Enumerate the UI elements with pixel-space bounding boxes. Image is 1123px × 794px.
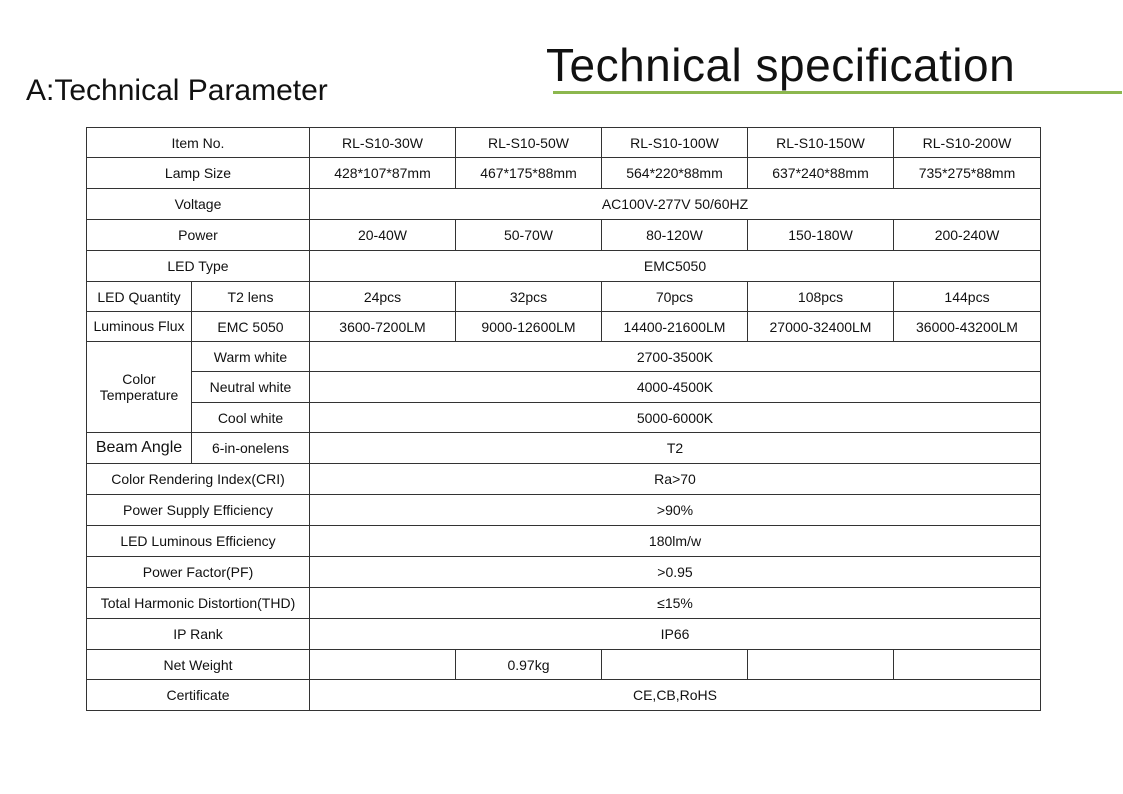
- cri-label: Color Rendering Index(CRI): [87, 464, 310, 495]
- power-factor-value: >0.95: [310, 557, 1041, 588]
- table-row-power: [87, 220, 1041, 251]
- voltage-value: AC100V-277V 50/60HZ: [310, 189, 1041, 220]
- power-factor-label: Power Factor(PF): [87, 557, 310, 588]
- neutral-white-value: 4000-4500K: [310, 372, 1041, 403]
- led-quantity-cell: 70pcs: [602, 282, 748, 312]
- luminous-flux-cell: 3600-7200LM: [310, 312, 456, 342]
- table-row-led-type: [87, 251, 1041, 282]
- thd-label: Total Harmonic Distortion(THD): [87, 588, 310, 619]
- power-supply-efficiency-value: >90%: [310, 495, 1041, 526]
- neutral-white-label: Neutral white: [192, 372, 310, 403]
- power-cell: 20-40W: [310, 220, 456, 251]
- table-row-neutral-white: [87, 372, 1041, 403]
- power-supply-efficiency-label: Power Supply Efficiency: [87, 495, 310, 526]
- table-row-luminous-flux: [87, 312, 1041, 342]
- luminous-flux-cell: 36000-43200LM: [894, 312, 1041, 342]
- net-weight-cell: [602, 650, 748, 680]
- title-underline: [553, 91, 1122, 94]
- thd-value: ≤15%: [310, 588, 1041, 619]
- color-temperature-label: [87, 342, 192, 433]
- model-cell: RL-S10-50W: [456, 128, 602, 158]
- luminous-flux-cell: 27000-32400LM: [748, 312, 894, 342]
- model-cell: RL-S10-30W: [310, 128, 456, 158]
- warm-white-label: Warm white: [192, 342, 310, 372]
- table-row-warm-white: [87, 342, 1041, 372]
- led-luminous-efficiency-label: LED Luminous Efficiency: [87, 526, 310, 557]
- led-luminous-efficiency-value: 180lm/w: [310, 526, 1041, 557]
- net-weight-cell: [748, 650, 894, 680]
- table-row-beam-angle: [87, 433, 1041, 464]
- luminous-flux-cell: 9000-12600LM: [456, 312, 602, 342]
- certificate-value: CE,CB,RoHS: [310, 680, 1041, 711]
- lamp-size-cell: 564*220*88mm: [602, 158, 748, 189]
- table-row-power-factor: [87, 557, 1041, 588]
- table-row-certificate: [87, 680, 1041, 711]
- section-title: A:Technical Parameter: [26, 74, 328, 107]
- lamp-size-cell: 428*107*87mm: [310, 158, 456, 189]
- cool-white-label: Cool white: [192, 403, 310, 433]
- cool-white-value: 5000-6000K: [310, 403, 1041, 433]
- luminous-flux-sub: EMC 5050: [192, 312, 310, 342]
- power-label: Power: [87, 220, 310, 251]
- ip-rank-value: IP66: [310, 619, 1041, 650]
- table-row-led-luminous-efficiency: [87, 526, 1041, 557]
- table-row-voltage: [87, 189, 1041, 220]
- net-weight-cell: [894, 650, 1041, 680]
- power-cell: 80-120W: [602, 220, 748, 251]
- table-row-cool-white: [87, 403, 1041, 433]
- led-quantity-label: LED Quantity: [87, 282, 192, 312]
- table-row-led-quantity: [87, 282, 1041, 312]
- led-quantity-cell: 144pcs: [894, 282, 1041, 312]
- table-row-power-supply-efficiency: [87, 495, 1041, 526]
- power-cell: 50-70W: [456, 220, 602, 251]
- led-quantity-cell: 108pcs: [748, 282, 894, 312]
- power-cell: 150-180W: [748, 220, 894, 251]
- item-no-label: Item No.: [87, 128, 310, 158]
- beam-angle-label: Beam Angle: [87, 433, 192, 464]
- cri-value: Ra>70: [310, 464, 1041, 495]
- warm-white-value: 2700-3500K: [310, 342, 1041, 372]
- lamp-size-cell: 735*275*88mm: [894, 158, 1041, 189]
- net-weight-label: Net Weight: [87, 650, 310, 680]
- beam-angle-sub: 6-in-onelens: [192, 433, 310, 464]
- net-weight-cell: [310, 650, 456, 680]
- table-row-lamp-size: [87, 158, 1041, 189]
- table-row-net-weight: [87, 650, 1041, 680]
- led-type-label: LED Type: [87, 251, 310, 282]
- model-cell: RL-S10-150W: [748, 128, 894, 158]
- table-row-ip-rank: [87, 619, 1041, 650]
- beam-angle-value: T2: [310, 433, 1041, 464]
- lamp-size-cell: 637*240*88mm: [748, 158, 894, 189]
- voltage-label: Voltage: [87, 189, 310, 220]
- certificate-label: Certificate: [87, 680, 310, 711]
- table-row-item-no: [87, 128, 1041, 158]
- net-weight-cell: 0.97kg: [456, 650, 602, 680]
- color-temperature-label-line2: Temperature: [99, 387, 179, 403]
- led-type-value: EMC5050: [310, 251, 1041, 282]
- model-cell: RL-S10-200W: [894, 128, 1041, 158]
- luminous-flux-cell: 14400-21600LM: [602, 312, 748, 342]
- luminous-flux-label: Luminous Flux: [87, 312, 192, 342]
- page-title: Technical specification: [546, 39, 1016, 91]
- ip-rank-label: IP Rank: [87, 619, 310, 650]
- led-quantity-cell: 32pcs: [456, 282, 602, 312]
- color-temperature-label-line1: Color: [122, 370, 156, 387]
- model-cell: RL-S10-100W: [602, 128, 748, 158]
- spec-table: [86, 127, 1041, 711]
- lamp-size-label: Lamp Size: [87, 158, 310, 189]
- power-cell: 200-240W: [894, 220, 1041, 251]
- led-quantity-sub: T2 lens: [192, 282, 310, 312]
- led-quantity-cell: 24pcs: [310, 282, 456, 312]
- table-row-cri: [87, 464, 1041, 495]
- table-row-thd: [87, 588, 1041, 619]
- lamp-size-cell: 467*175*88mm: [456, 158, 602, 189]
